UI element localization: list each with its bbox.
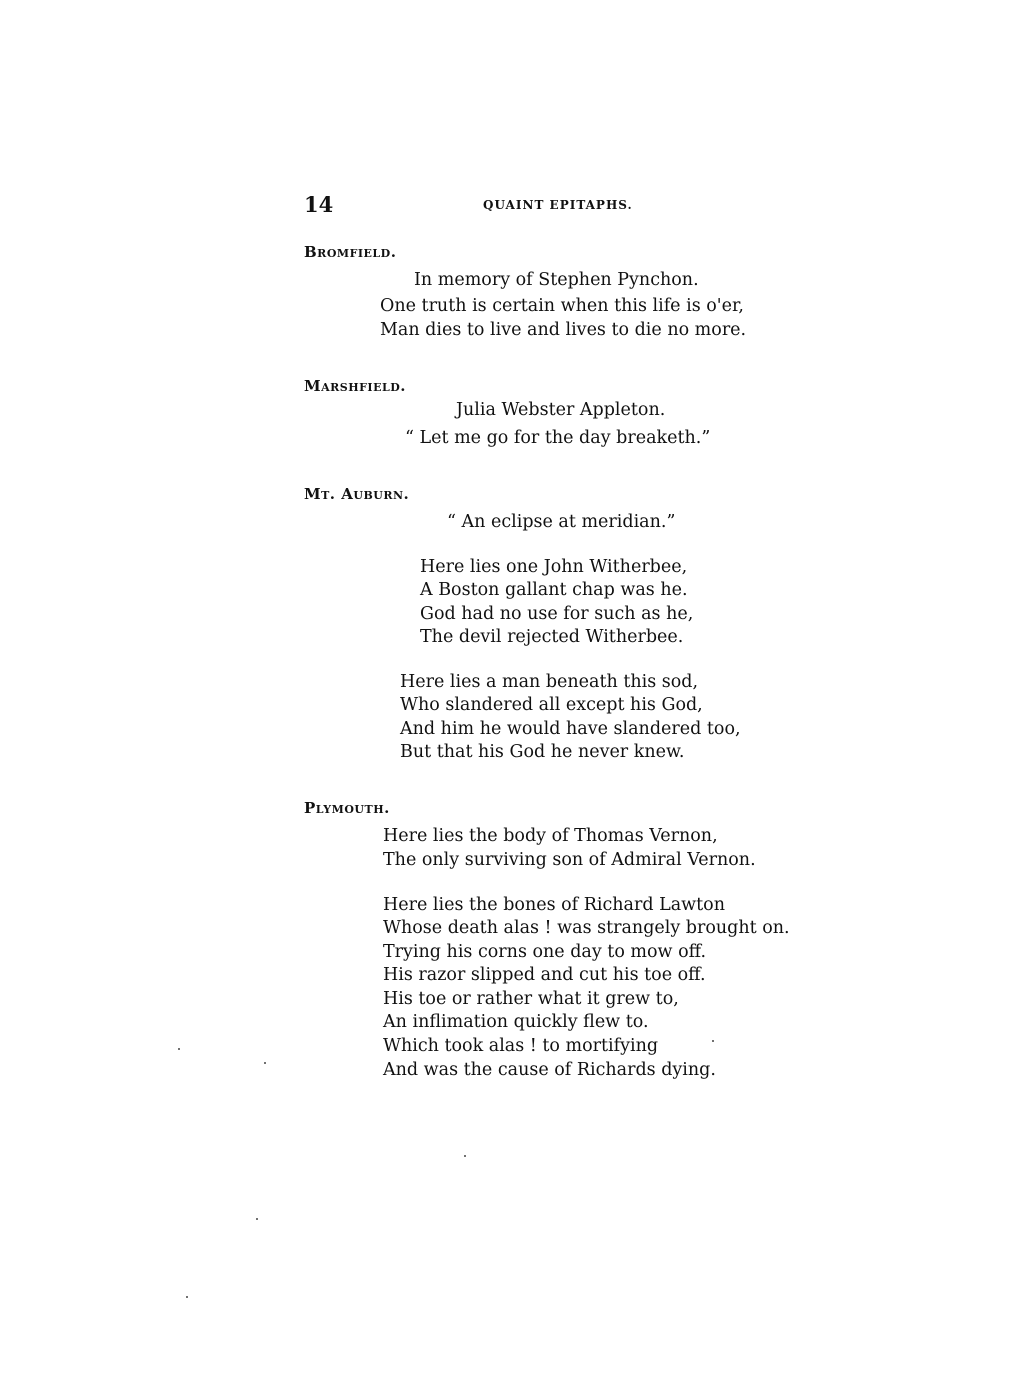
epitaph-line: One truth is certain when this life is o'er,	[380, 296, 744, 316]
running-title: QUAINT EPITAPHS.	[483, 198, 633, 212]
verse-line: And was the cause of Richards dying.	[383, 1060, 716, 1080]
verse-line: His razor slipped and cut his toe off.	[383, 965, 706, 985]
verse-line: A Boston gallant chap was he.	[420, 580, 688, 600]
place-heading-marshfield: Marshfield.	[304, 377, 406, 395]
epitaph-line: “ Let me go for the day breaketh.”	[405, 428, 711, 448]
epitaph-line: In memory of Stephen Pynchon.	[414, 270, 699, 290]
scan-speck	[464, 1155, 466, 1157]
scan-speck	[178, 1048, 180, 1050]
verse-line: Whose death alas ! was strangely brought on.	[383, 918, 790, 938]
scan-speck	[186, 1296, 188, 1298]
place-heading-bromfield: Bromfield.	[304, 243, 397, 261]
verse-line: Who slandered all except his God,	[400, 695, 703, 715]
verse-line: Here lies the bones of Richard Lawton	[383, 895, 725, 915]
verse-line: Here lies the body of Thomas Vernon,	[383, 826, 718, 846]
verse-line: His toe or rather what it grew to,	[383, 989, 679, 1009]
scan-speck	[256, 1218, 258, 1220]
verse-line: Here lies a man beneath this sod,	[400, 672, 699, 692]
verse-line: The only surviving son of Admiral Vernon.	[383, 850, 756, 870]
verse-line: Which took alas ! to mortifying	[383, 1036, 659, 1056]
page-number: 14	[304, 192, 334, 217]
verse-line: Trying his corns one day to mow off.	[383, 942, 707, 962]
scan-speck	[712, 1040, 714, 1042]
place-heading-mt-auburn: Mt. Auburn.	[304, 485, 410, 503]
scan-speck	[264, 1062, 266, 1064]
verse-line: The devil rejected Witherbee.	[420, 627, 684, 647]
verse-line: An inflimation quickly flew to.	[383, 1012, 649, 1032]
verse-line: Here lies one John Witherbee,	[420, 557, 688, 577]
place-heading-plymouth: Plymouth.	[304, 799, 390, 817]
epitaph-line: Man dies to live and lives to die no more.	[380, 320, 747, 340]
epitaph-line: “ An eclipse at meridian.”	[447, 512, 676, 532]
verse-line: But that his God he never knew.	[400, 742, 685, 762]
verse-line: And him he would have slandered too,	[400, 719, 741, 739]
epitaph-line: Julia Webster Appleton.	[456, 400, 666, 420]
verse-line: God had no use for such as he,	[420, 604, 694, 624]
